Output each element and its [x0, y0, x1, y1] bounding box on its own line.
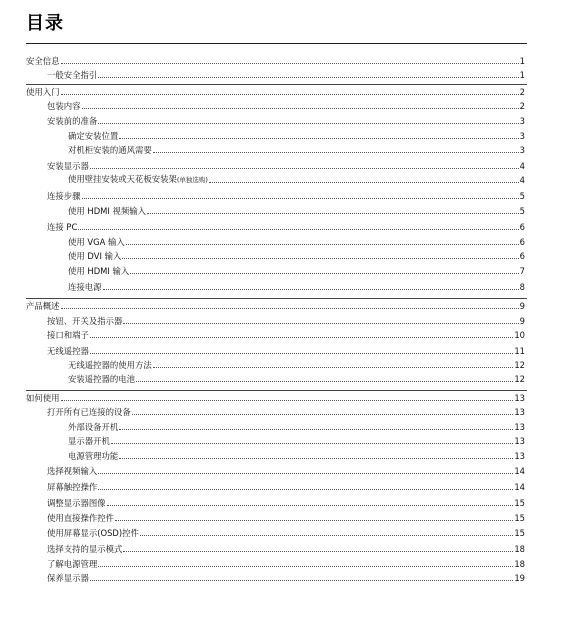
dot-leader — [115, 520, 513, 521]
toc-page-number: 5 — [519, 191, 525, 201]
toc-entry-title: 安装显示器 — [47, 161, 89, 171]
toc-entry[interactable] — [68, 435, 525, 447]
toc-entry-title: 使用 HDMI 视频输入 — [68, 206, 147, 216]
toc-page-number: 12 — [514, 374, 525, 384]
section-divider — [26, 84, 527, 85]
toc-entry-title: 接口和端子 — [47, 330, 89, 340]
toc-entry[interactable] — [47, 69, 525, 81]
toc-entry[interactable] — [47, 558, 525, 570]
toc-entry[interactable] — [47, 406, 525, 418]
toc-entry-title: 连接电源 — [68, 282, 102, 292]
toc-page-number: 13 — [514, 436, 525, 446]
toc-entry-title: 产品概述 — [26, 301, 60, 311]
toc-entry-title: 无线遥控器 — [47, 346, 89, 356]
toc-entry-title: 安装前的准备 — [47, 116, 98, 126]
dot-leader — [90, 337, 513, 338]
dot-leader — [119, 429, 513, 430]
toc-page-number: 6 — [519, 237, 525, 247]
dot-leader — [119, 138, 518, 139]
toc-entry-note: (单独选购) — [176, 176, 208, 184]
toc-entry-title: 使用直接操作控件 — [47, 513, 114, 523]
toc-entry[interactable] — [47, 221, 525, 233]
toc-entry[interactable] — [47, 345, 525, 357]
toc-entry-title: 使用 HDMI 输入 — [68, 266, 130, 276]
toc-entry[interactable] — [68, 144, 525, 156]
dot-leader — [61, 308, 519, 309]
toc-page-number: 9 — [519, 301, 525, 311]
dot-leader — [90, 353, 513, 354]
toc-entry-title: 对机柜安装的通风需要 — [68, 145, 152, 155]
toc-entry-title: 一般安全指引 — [47, 70, 98, 80]
toc-page-number: 2 — [519, 87, 525, 97]
toc-entry-title: 调整显示器图像 — [47, 498, 106, 508]
dot-leader — [61, 94, 519, 95]
toc-page-number: 1 — [519, 70, 525, 80]
dot-leader — [98, 123, 518, 124]
toc-entry[interactable] — [47, 527, 525, 539]
dot-leader — [61, 63, 519, 64]
toc-entry[interactable] — [47, 572, 525, 584]
toc-entry[interactable] — [68, 250, 525, 262]
toc-entry-title: 保养显示器 — [47, 573, 89, 583]
toc-entry[interactable] — [47, 481, 525, 493]
toc-page-number: 5 — [519, 206, 525, 216]
toc-page-number: 3 — [519, 145, 525, 155]
toc-entry-title: 电源管理功能 — [68, 451, 119, 461]
toc-entry[interactable] — [47, 190, 525, 202]
toc-page-number: 13 — [514, 393, 525, 403]
toc-entry-title: 安全信息 — [26, 56, 60, 66]
toc-entry[interactable] — [68, 205, 525, 217]
toc-page-number: 15 — [514, 498, 525, 508]
toc-page-number: 1 — [519, 56, 525, 66]
dot-leader — [98, 473, 513, 474]
toc-page-number: 11 — [514, 346, 525, 356]
dot-leader — [61, 400, 514, 401]
toc-page-number: 18 — [514, 559, 525, 569]
toc-entry[interactable] — [68, 450, 525, 462]
dot-leader — [123, 323, 518, 324]
page-title: 目录 — [26, 13, 64, 34]
dot-leader — [126, 244, 519, 245]
toc-page-number: 9 — [519, 316, 525, 326]
dot-leader — [153, 152, 519, 153]
toc-entry-title: 选择视频输入 — [47, 466, 98, 476]
toc-page-number: 10 — [514, 330, 525, 340]
toc-entry[interactable] — [47, 329, 525, 341]
dot-leader — [132, 414, 514, 415]
toc-entry[interactable] — [47, 465, 525, 477]
toc-page-number: 14 — [514, 466, 525, 476]
toc-page-number: 6 — [519, 251, 525, 261]
toc-entry-title: 屏幕触控操作 — [47, 482, 98, 492]
toc-entry[interactable] — [47, 543, 525, 555]
toc-entry-title: 选择支持的显示模式 — [47, 544, 123, 554]
dot-leader — [82, 198, 519, 199]
toc-entry-title: 使用入门 — [26, 87, 60, 97]
toc-page-number: 15 — [514, 528, 525, 538]
dot-leader — [90, 168, 519, 169]
toc-page-number: 12 — [514, 360, 525, 370]
dot-leader — [140, 535, 513, 536]
toc-entry[interactable] — [68, 281, 525, 293]
dot-leader — [103, 289, 519, 290]
dot-leader — [98, 77, 518, 78]
dot-leader — [122, 258, 518, 259]
toc-entry-title: 打开所有已连接的设备 — [47, 407, 131, 417]
toc-page-number: 2 — [519, 101, 525, 111]
toc-entry[interactable] — [47, 315, 525, 327]
dot-leader — [123, 551, 513, 552]
section-divider — [26, 298, 527, 299]
toc-page-number: 3 — [519, 116, 525, 126]
toc-page-number: 14 — [514, 482, 525, 492]
dot-leader — [98, 489, 513, 490]
toc-entry[interactable] — [26, 392, 525, 404]
dot-leader — [147, 213, 519, 214]
toc-entry[interactable] — [47, 160, 525, 172]
toc-page-number: 4 — [519, 175, 525, 185]
toc-page-number: 8 — [519, 282, 525, 292]
toc-entry[interactable] — [68, 236, 525, 248]
toc-page-number: 13 — [514, 407, 525, 417]
toc-entry-title: 连接 PC — [47, 222, 78, 232]
toc-entry[interactable] — [68, 359, 525, 371]
dot-leader — [130, 273, 518, 274]
toc-page-number: 15 — [514, 513, 525, 523]
toc-entry-title: 使用壁挂安装或天花板安装架(单独选购) — [68, 174, 208, 184]
toc-entry-title: 包装内容 — [47, 101, 81, 111]
dot-leader — [107, 505, 514, 506]
toc-entry-title: 确定安装位置 — [68, 131, 119, 141]
toc-entry-title: 使用 DVI 输入 — [68, 251, 122, 261]
toc-entry-title: 安装遥控器的电池 — [68, 374, 135, 384]
section-divider — [26, 390, 527, 391]
toc-entry-title: 无线遥控器的使用方法 — [68, 360, 152, 370]
dot-leader — [209, 182, 519, 183]
toc-entry-title: 显示器开机 — [68, 436, 110, 446]
toc-entry[interactable] — [68, 130, 525, 142]
toc-page-number: 13 — [514, 422, 525, 432]
dot-leader — [153, 367, 514, 368]
toc-entry-title: 如何使用 — [26, 393, 60, 403]
toc-entry-title: 连接步骤 — [47, 191, 81, 201]
toc-entry[interactable] — [68, 174, 525, 186]
toc-entry-title: 按钮、开关及指示器 — [47, 316, 123, 326]
toc-entry[interactable] — [68, 373, 525, 385]
toc-entry[interactable] — [26, 300, 525, 312]
toc-page-number: 4 — [519, 161, 525, 171]
toc-page-number: 13 — [514, 451, 525, 461]
dot-leader — [111, 443, 513, 444]
toc-entry-title: 外部设备开机 — [68, 422, 119, 432]
toc-entry[interactable] — [47, 115, 525, 127]
toc-entry[interactable] — [26, 55, 525, 67]
dot-leader — [90, 580, 513, 581]
toc-page-number: 19 — [514, 573, 525, 583]
toc-entry-title: 使用屏幕显示(OSD)控件 — [47, 528, 139, 538]
dot-leader — [98, 566, 513, 567]
dot-leader — [82, 108, 519, 109]
toc-entry[interactable] — [47, 497, 525, 509]
dot-leader — [136, 381, 513, 382]
toc-entry[interactable] — [68, 421, 525, 433]
toc-page-number: 18 — [514, 544, 525, 554]
toc-entry[interactable] — [47, 100, 525, 112]
toc-page-number: 3 — [519, 131, 525, 141]
toc-entry[interactable] — [26, 86, 525, 98]
toc-entry-title: 了解电源管理 — [47, 559, 98, 569]
toc-page-number: 7 — [519, 266, 525, 276]
toc-entry[interactable] — [47, 512, 525, 524]
dot-leader — [119, 458, 513, 459]
dot-leader — [78, 229, 518, 230]
toc-entry-title: 使用 VGA 输入 — [68, 237, 125, 247]
toc-page-number: 6 — [519, 222, 525, 232]
toc-entry[interactable] — [68, 265, 525, 277]
